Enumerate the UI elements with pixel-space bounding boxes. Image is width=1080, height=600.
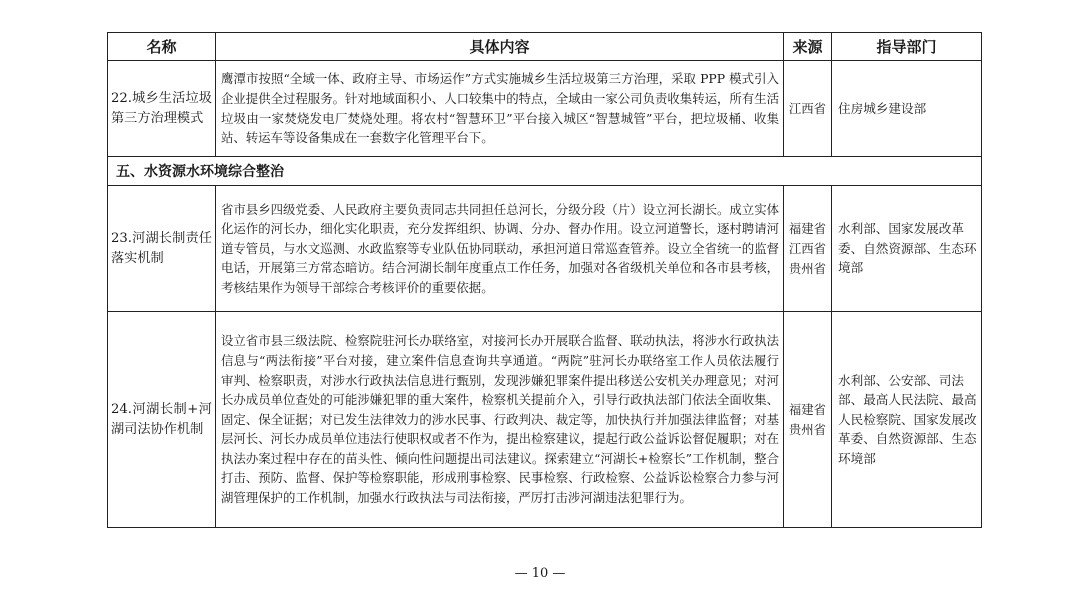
header-row xyxy=(108,33,982,61)
item-name: 22.城乡生活垃圾第三方治理模式 xyxy=(108,61,216,157)
item-source: 江西省 xyxy=(784,61,832,157)
policy-table xyxy=(107,32,982,528)
header-content: 具体内容 xyxy=(216,33,784,61)
header-source: 来源 xyxy=(784,33,832,61)
table-row xyxy=(108,312,982,528)
item-name: 24.河湖长制+河湖司法协作机制 xyxy=(108,312,216,528)
section-row xyxy=(108,157,982,186)
item-content: 省市县乡四级党委、人民政府主要负责同志共同担任总河长，分级分段（片）设立河长湖长。成立实体化运作的河长办，细化实化职责，充分发挥组织、协调、分办、督办作用。设立河道警长，逐村聘请河道专管员，与水文巡测、水政监察等专业队伍协同联动，承担河道日常巡查管养。设立全省统一的监督电话，开展第三方常态暗访。结合河湖长制年度重点工作任务，加强对各省级机关单位和各市县考核，考核结果作为领导干部综合考核评价的重要依据。 xyxy=(216,186,784,312)
table-row xyxy=(108,61,982,157)
item-dept: 水利部、公安部、司法部、最高人民法院、最高人民检察院、国家发展改革委、自然资源部、生态环境部 xyxy=(832,312,982,528)
item-content: 设立省市县三级法院、检察院驻河长办联络室，对接河长办开展联合监督、联动执法，将涉水行政执法信息与“两法衔接”平台对接，建立案件信息查询共享通道。“两院”驻河长办联络室工作人员依法履行审判、检察职责，对涉水行政执法信息进行甄别，发现涉嫌犯罪案件提出移送公安机关办理意见；对河长办成员单位查处的可能涉嫌犯罪的重大案件，检察机关提前介入，引导行政执法部门依法全面收集、固定、保全证据；对已发生法律效力的涉水民事、行政判决、裁定等，加快执行并加强法律监督；对基层河长、河长办成员单位违法行使职权或者不作为，提出检察建议，提起行政公益诉讼督促履职；对在执法办案过程中存在的苗头性、倾向性问题提出司法建议。探索建立“河湖长+检察长”工作机制，整合打击、预防、监督、保护等检察职能，形成刑事检察、民事检察、行政检察、公益诉讼检察合力参与河湖管理保护的工作机制，加强水行政执法与司法衔接，严厉打击涉河湖违法犯罪行为。 xyxy=(216,312,784,528)
page-number: — 10 — xyxy=(514,566,566,581)
item-dept: 水利部、国家发展改革委、自然资源部、生态环境部 xyxy=(832,186,982,312)
section-title: 五、水资源水环境综合整治 xyxy=(108,157,982,186)
item-dept: 住房城乡建设部 xyxy=(832,61,982,157)
table-row xyxy=(108,186,982,312)
item-source: 福建省江西省贵州省 xyxy=(784,186,832,312)
item-name: 23.河湖长制责任落实机制 xyxy=(108,186,216,312)
header-dept: 指导部门 xyxy=(832,33,982,61)
header-name: 名称 xyxy=(108,33,216,61)
item-content: 鹰潭市按照“全域一体、政府主导、市场运作”方式实施城乡生活垃圾第三方治理，采取 PPP 模式引入企业提供全过程服务。针对地域面积小、人口较集中的特点，全域由一家公司负责收集转运，所有生活垃圾由一家焚烧发电厂焚烧处理。将农村“智慧环卫”平台接入城区“智慧城管”平台，把垃圾桶、收集站、转运车等设备集成在一套数字化管理平台下。 xyxy=(216,61,784,157)
item-source: 福建省贵州省 xyxy=(784,312,832,528)
